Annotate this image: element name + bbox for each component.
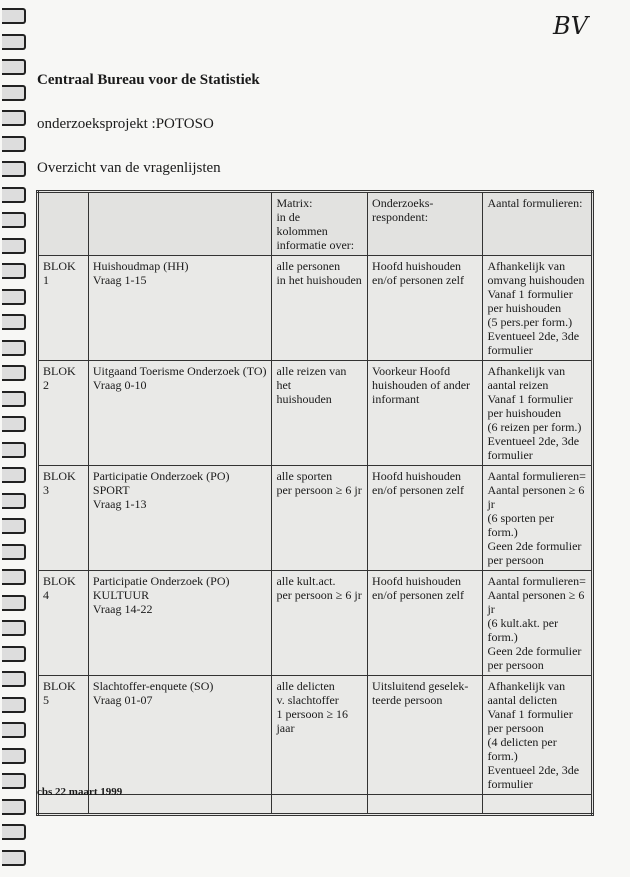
matrix-info-cell: alle kult.act. per persoon ≥ 6 jr <box>272 571 368 676</box>
binding-ring <box>2 620 26 636</box>
binding-ring <box>2 340 26 356</box>
binding-ring <box>2 799 26 815</box>
binding-ring <box>2 161 26 177</box>
forms-count-cell: Aantal formulieren= Aantal personen ≥ 6 jr (6 kult.akt. per form.) Geen 2de formulier per persoon <box>483 571 593 676</box>
blok-id-cell: BLOK 4 <box>38 571 89 676</box>
questionnaire-name-cell: Slachtoffer-enquete (SO) Vraag 01-07 <box>88 676 272 795</box>
binding-ring <box>2 391 26 407</box>
project-label: onderzoeksprojekt :POTOSO <box>37 116 214 132</box>
binding-ring <box>2 442 26 458</box>
blok-id-cell: BLOK 1 <box>38 256 89 361</box>
forms-count-cell: Aantal formulieren= Aantal personen ≥ 6 jr (6 sporten per form.) Geen 2de formulier per persoon <box>483 466 593 571</box>
binding-ring <box>2 722 26 738</box>
header-respondent: Onderzoeks- respondent: <box>368 192 483 256</box>
questionnaire-table <box>36 190 594 816</box>
matrix-info-cell: alle reizen van het huishouden <box>272 361 368 466</box>
matrix-info-cell: alle delicten v. slachtoffer 1 persoon ≥ 16 jaar <box>272 676 368 795</box>
table-row <box>38 361 593 466</box>
binding-ring <box>2 212 26 228</box>
handwritten-mark: BV <box>553 12 588 40</box>
binding-ring <box>2 59 26 75</box>
blok-id-cell: BLOK 3 <box>38 466 89 571</box>
binding-ring <box>2 314 26 330</box>
binding-ring <box>2 289 26 305</box>
matrix-info-cell: alle sporten per persoon ≥ 6 jr <box>272 466 368 571</box>
matrix-info-cell: alle personen in het huishouden <box>272 256 368 361</box>
binding-ring <box>2 544 26 560</box>
binding-ring <box>2 416 26 432</box>
table-row <box>38 571 593 676</box>
organization-title: Centraal Bureau voor de Statistiek <box>37 72 260 88</box>
binding-ring <box>2 518 26 534</box>
questionnaire-name-cell: Participatie Onderzoek (PO) SPORT Vraag 1-13 <box>88 466 272 571</box>
forms-count-cell: Afhankelijk van aantal delicten Vanaf 1 formulier per persoon (4 delicten per form.) Eventueel 2de, 3de formulier <box>483 676 593 795</box>
binding-ring <box>2 238 26 254</box>
header-forms: Aantal formulieren: <box>483 192 593 256</box>
header-cell <box>38 192 89 256</box>
binding-ring <box>2 34 26 50</box>
binding-ring <box>2 110 26 126</box>
binding-ring <box>2 773 26 789</box>
questionnaire-name-cell: Participatie Onderzoek (PO) KULTUUR Vraag 14-22 <box>88 571 272 676</box>
binding-ring <box>2 850 26 866</box>
binding-ring <box>2 365 26 381</box>
binding-ring <box>2 595 26 611</box>
questionnaire-name-cell: Uitgaand Toerisme Onderzoek (TO) Vraag 0-10 <box>88 361 272 466</box>
binding-ring <box>2 493 26 509</box>
table-row <box>38 676 593 795</box>
forms-count-cell: Afhankelijk van omvang huishouden Vanaf 1 formulier per huishouden (5 pers.per form.) Eventueel 2de, 3de formulier <box>483 256 593 361</box>
binding-ring <box>2 671 26 687</box>
header-matrix: Matrix: in de kolommen informatie over: <box>272 192 368 256</box>
respondent-cell: Hoofd huishouden en/of personen zelf <box>368 571 483 676</box>
spiral-binding <box>0 0 28 877</box>
respondent-cell: Hoofd huishouden en/of personen zelf <box>368 466 483 571</box>
binding-ring <box>2 187 26 203</box>
section-title: Overzicht van de vragenlijsten <box>37 160 221 176</box>
binding-ring <box>2 748 26 764</box>
blok-id-cell: BLOK 5 <box>38 676 89 795</box>
binding-ring <box>2 263 26 279</box>
binding-ring <box>2 824 26 840</box>
respondent-cell: Uitsluitend geselek- teerde persoon <box>368 676 483 795</box>
table-row <box>38 256 593 361</box>
table-row <box>38 466 593 571</box>
forms-count-cell: Afhankelijk van aantal reizen Vanaf 1 formulier per huishouden (6 reizen per form.) Eventueel 2de, 3de formulier <box>483 361 593 466</box>
binding-ring <box>2 85 26 101</box>
respondent-cell: Hoofd huishouden en/of personen zelf <box>368 256 483 361</box>
binding-ring <box>2 8 26 24</box>
questionnaire-name-cell: Huishoudmap (HH) Vraag 1-15 <box>88 256 272 361</box>
binding-ring <box>2 136 26 152</box>
binding-ring <box>2 646 26 662</box>
binding-ring <box>2 697 26 713</box>
respondent-cell: Voorkeur Hoofd huishouden of ander informant <box>368 361 483 466</box>
header-cell <box>88 192 272 256</box>
binding-ring <box>2 569 26 585</box>
table-header-row <box>38 192 593 256</box>
footer-date: cbs 22 maart 1999 <box>37 786 123 798</box>
binding-ring <box>2 467 26 483</box>
blok-id-cell: BLOK 2 <box>38 361 89 466</box>
